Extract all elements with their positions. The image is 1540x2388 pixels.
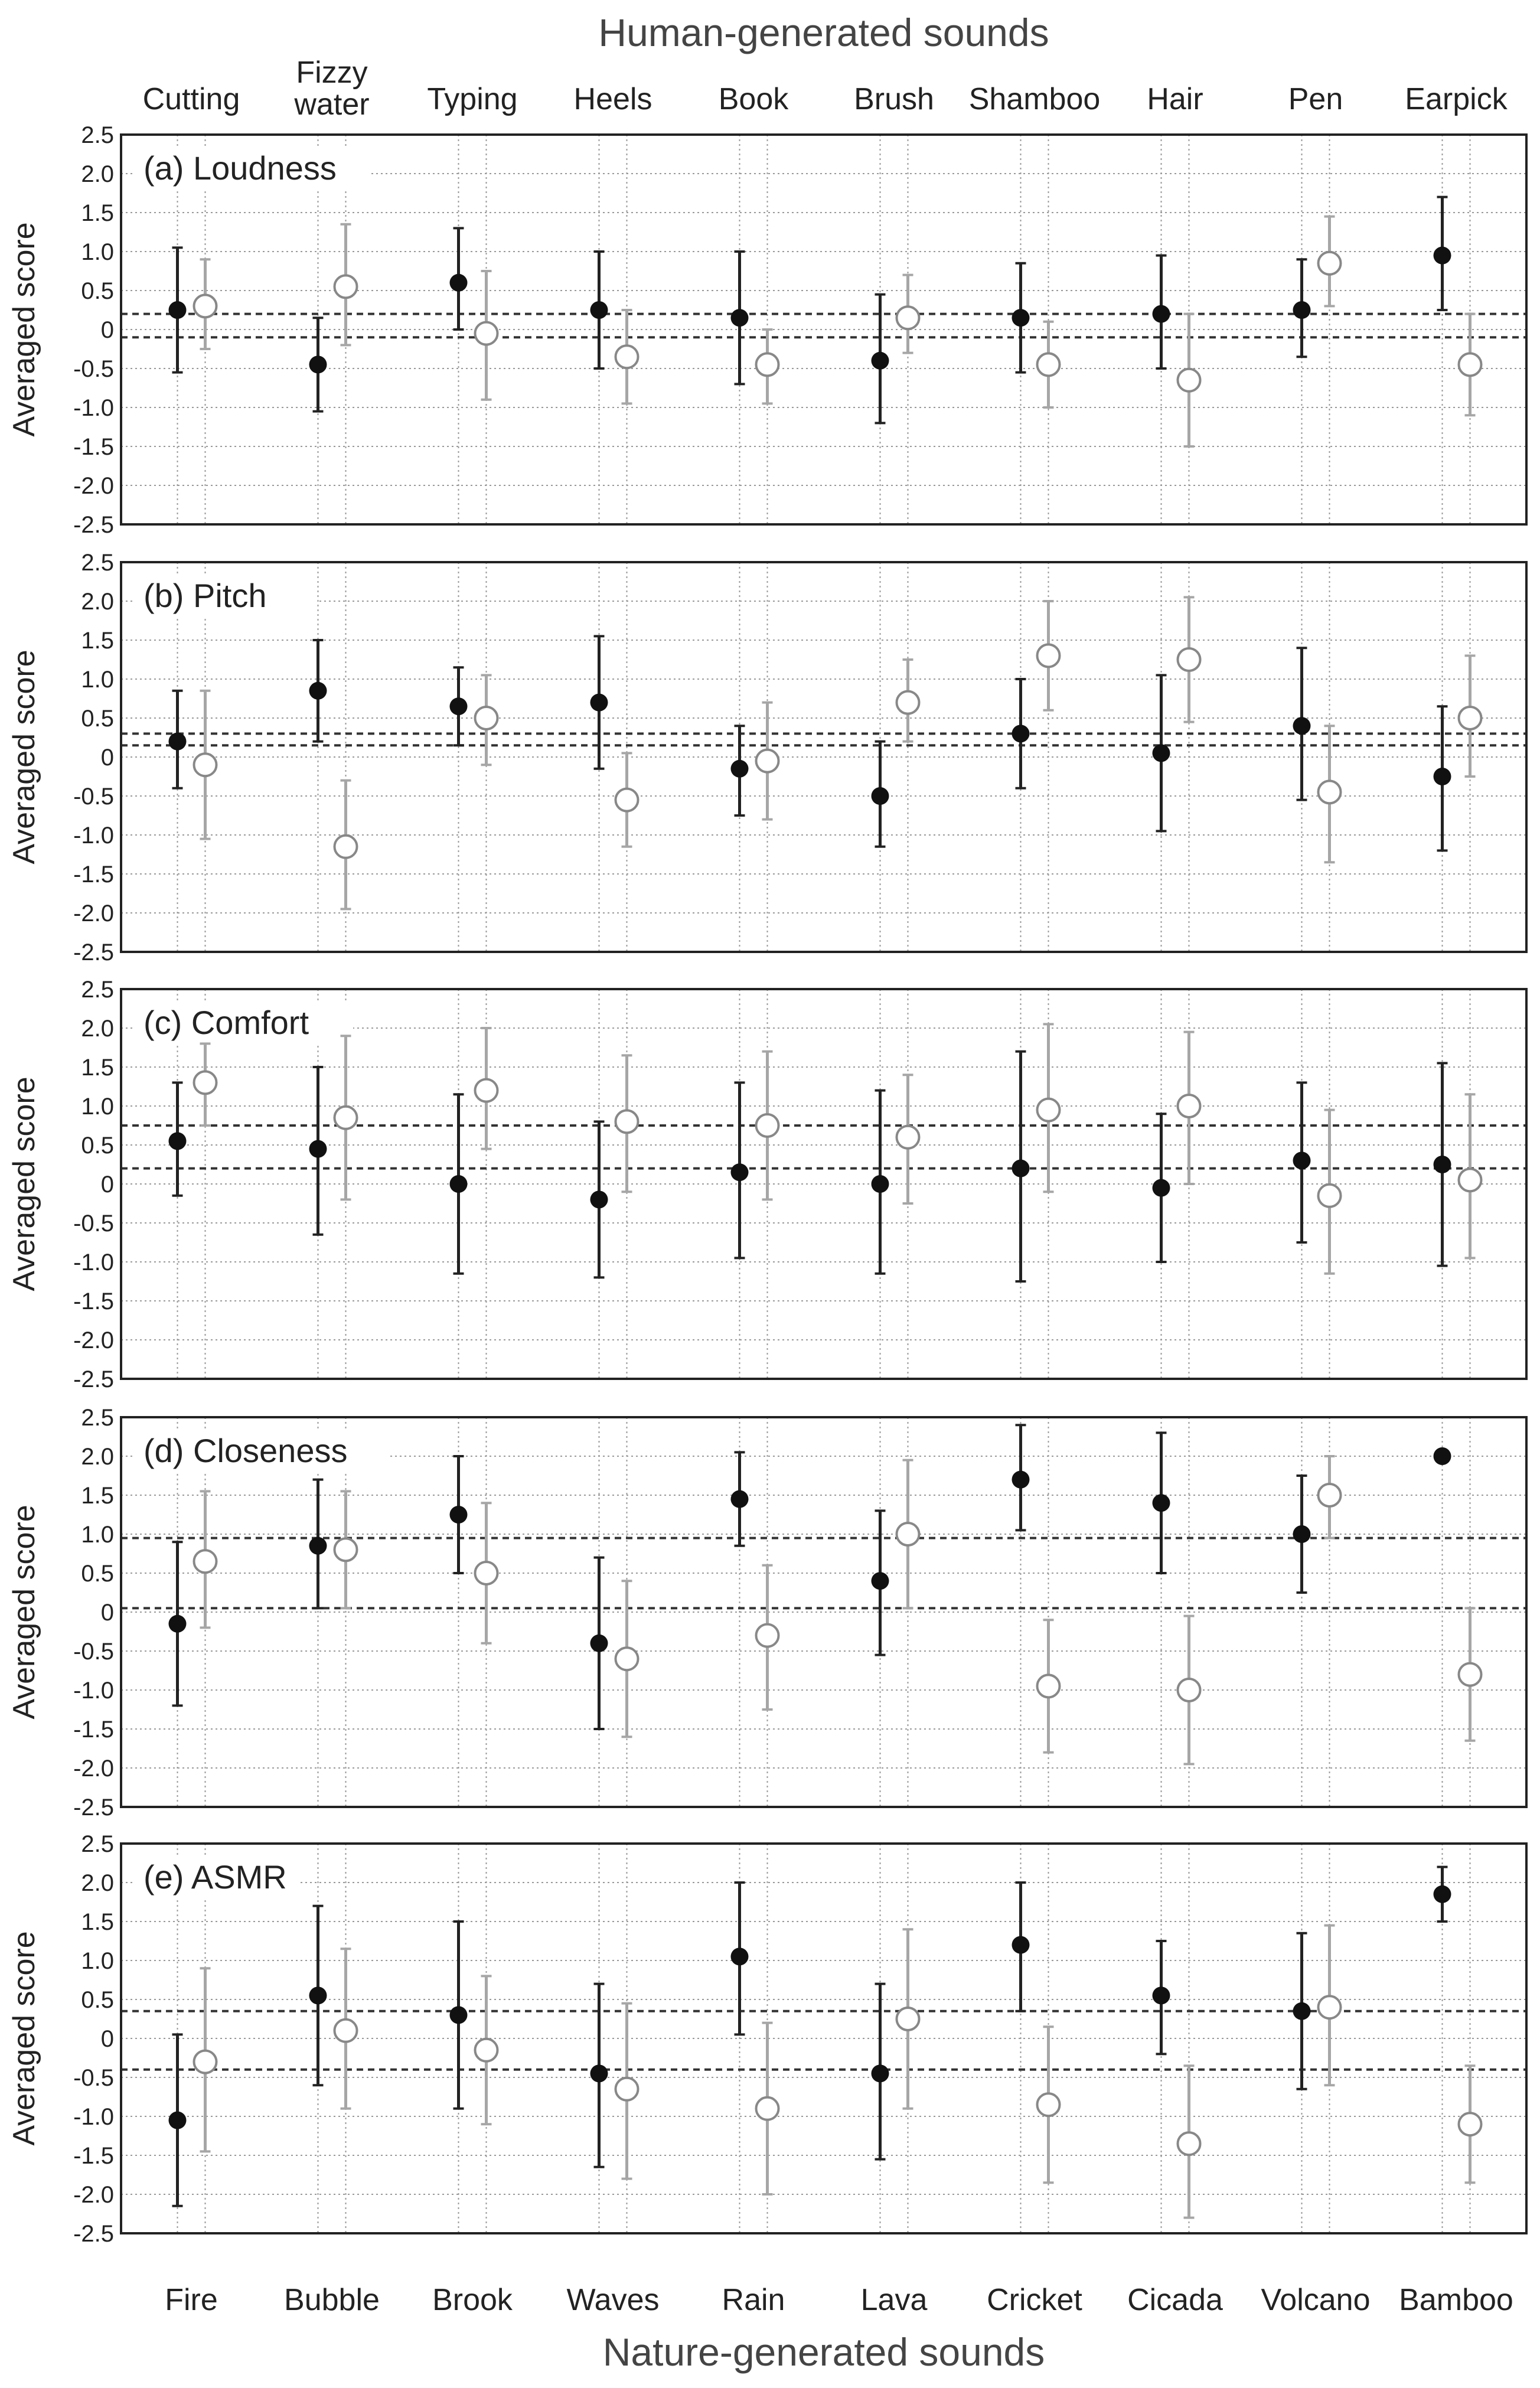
data-point-open — [897, 691, 919, 714]
y-tick-label: 1.0 — [81, 1094, 114, 1120]
data-point-filled — [872, 352, 889, 370]
human-sound-label: Book — [718, 82, 789, 116]
y-tick-label: 2.0 — [81, 1870, 114, 1896]
human-sound-label: Heels — [573, 82, 652, 116]
data-point-filled — [450, 1175, 468, 1193]
data-point-open — [897, 2008, 919, 2030]
data-point-open — [756, 353, 779, 376]
data-point-filled — [590, 301, 608, 319]
data-point-filled — [1434, 1447, 1451, 1465]
nature-sound-label: Waves — [566, 2283, 660, 2317]
data-point-filled — [1293, 301, 1311, 319]
data-point-open — [335, 275, 357, 298]
data-point-filled — [1434, 247, 1451, 265]
chart-panel — [7, 1405, 1526, 1821]
y-tick-label: 2.5 — [81, 122, 114, 148]
data-point-open — [1178, 648, 1200, 671]
data-point-open — [1459, 1169, 1482, 1191]
y-tick-label: -1.5 — [73, 862, 114, 888]
y-tick-label: 1.5 — [81, 1483, 114, 1509]
data-point-filled — [872, 1572, 889, 1590]
y-tick-label: 1.0 — [81, 667, 114, 693]
data-point-filled — [169, 301, 187, 319]
data-point-filled — [1293, 717, 1311, 735]
panel-frame — [121, 1417, 1526, 1807]
data-point-open — [897, 1126, 919, 1149]
data-point-filled — [309, 1537, 327, 1555]
y-tick-label: 0 — [100, 745, 114, 771]
y-tick-label: 0 — [100, 2026, 114, 2052]
y-tick-label: 0 — [100, 1172, 114, 1198]
human-sound-label: Earpick — [1405, 82, 1508, 116]
data-point-open — [1319, 781, 1341, 803]
y-tick-label: -0.5 — [73, 1639, 114, 1665]
data-point-open — [897, 306, 919, 329]
panel-frame — [121, 135, 1526, 524]
nature-sound-label: Fire — [165, 2283, 218, 2317]
y-tick-label: -1.5 — [73, 1717, 114, 1743]
data-point-filled — [872, 787, 889, 805]
y-tick-label: 1.5 — [81, 200, 114, 226]
data-point-open — [1037, 1675, 1060, 1697]
y-tick-label: -2.5 — [73, 1366, 114, 1392]
nature-sound-label: Lava — [860, 2283, 928, 2317]
panel-title: (b) Pitch — [143, 577, 267, 614]
data-point-filled — [872, 1175, 889, 1193]
data-point-open — [475, 707, 498, 729]
data-point-filled — [1153, 305, 1170, 323]
y-tick-label: 1.0 — [81, 1948, 114, 1974]
y-tick-label: 1.0 — [81, 1522, 114, 1548]
y-tick-label: 2.0 — [81, 161, 114, 187]
data-point-filled — [1153, 1494, 1170, 1512]
data-point-open — [897, 1523, 919, 1545]
grid-vertical — [178, 562, 1470, 952]
grid-horizontal — [121, 562, 1526, 952]
y-tick-label: 2.5 — [81, 977, 114, 1003]
data-point-filled — [309, 1140, 327, 1158]
series-open — [194, 1024, 1482, 1273]
data-point-filled — [1012, 725, 1030, 742]
series-open — [194, 597, 1482, 909]
y-tick-label: -0.5 — [73, 356, 114, 382]
data-point-open — [1037, 2093, 1060, 2116]
grid-vertical — [178, 989, 1470, 1379]
y-tick-label: -2.5 — [73, 2221, 114, 2247]
data-point-filled — [590, 1635, 608, 1652]
data-point-filled — [309, 682, 327, 700]
data-point-filled — [1434, 1156, 1451, 1173]
panel-frame — [121, 1844, 1526, 2233]
data-point-open — [1459, 2113, 1482, 2135]
human-sound-labels — [143, 56, 1508, 122]
chart-panel — [7, 977, 1526, 1392]
nature-sound-label: Cricket — [987, 2283, 1082, 2317]
y-tick-label: 1.5 — [81, 1055, 114, 1081]
data-point-filled — [731, 1947, 749, 1965]
y-tick-label: 0.5 — [81, 706, 114, 732]
data-point-open — [616, 345, 638, 368]
human-sound-label: Typing — [427, 82, 518, 116]
data-point-open — [335, 1538, 357, 1561]
data-point-filled — [731, 1490, 749, 1508]
data-point-filled — [872, 2064, 889, 2082]
y-tick-label: 2.5 — [81, 1831, 114, 1857]
data-point-open — [194, 753, 217, 776]
data-point-open — [194, 295, 217, 317]
y-tick-label: 2.0 — [81, 1444, 114, 1470]
y-tick-label: 1.5 — [81, 1909, 114, 1935]
y-tick-label: -2.0 — [73, 1756, 114, 1782]
data-point-open — [616, 2078, 638, 2100]
series-filled — [169, 197, 1451, 423]
data-point-open — [1037, 353, 1060, 376]
data-point-filled — [450, 1506, 468, 1524]
data-point-filled — [450, 697, 468, 715]
data-point-open — [1459, 353, 1482, 376]
human-sound-label: Cutting — [142, 82, 240, 116]
data-point-filled — [1293, 1151, 1311, 1169]
data-point-filled — [590, 2064, 608, 2082]
data-point-filled — [309, 355, 327, 373]
y-tick-label: -1.0 — [73, 395, 114, 421]
y-axis-label: Averaged score — [7, 650, 41, 864]
chart-panel — [7, 1831, 1526, 2247]
data-point-open — [1319, 1996, 1341, 2018]
y-tick-label: -2.0 — [73, 1327, 114, 1353]
y-tick-label: -2.5 — [73, 512, 114, 538]
panel-title: (c) Comfort — [143, 1004, 309, 1041]
grid-horizontal — [121, 135, 1526, 524]
data-point-filled — [731, 309, 749, 327]
grid-vertical — [178, 135, 1470, 524]
data-point-open — [1459, 707, 1482, 729]
y-axis-label: Averaged score — [7, 1505, 41, 1720]
data-point-filled — [169, 733, 187, 751]
y-tick-label: -1.0 — [73, 823, 114, 849]
data-point-open — [1037, 1099, 1060, 1121]
y-tick-label: 1.5 — [81, 628, 114, 654]
data-point-open — [756, 1624, 779, 1647]
y-axis-label: Averaged score — [7, 1076, 41, 1291]
human-sound-label: Brush — [854, 82, 934, 116]
y-tick-label: -1.0 — [73, 2104, 114, 2130]
data-point-open — [1178, 1679, 1200, 1701]
y-tick-label: -1.5 — [73, 1288, 114, 1314]
series-filled — [169, 636, 1451, 850]
data-point-open — [1459, 1663, 1482, 1686]
y-tick-label: -0.5 — [73, 2065, 114, 2091]
y-tick-label: 0.5 — [81, 1987, 114, 2013]
y-tick-label: -1.0 — [73, 1250, 114, 1275]
chart-panel — [7, 122, 1526, 538]
series-filled — [169, 1867, 1451, 2206]
data-point-filled — [1153, 1179, 1170, 1197]
y-tick-label: -1.5 — [73, 2143, 114, 2169]
grid-horizontal — [121, 989, 1526, 1379]
data-point-open — [475, 322, 498, 345]
grid-vertical — [178, 1417, 1470, 1807]
data-point-open — [194, 1071, 217, 1094]
data-point-open — [1319, 1185, 1341, 1207]
data-point-open — [335, 2020, 357, 2042]
data-point-open — [756, 2097, 779, 2120]
data-point-filled — [1012, 309, 1030, 327]
nature-sound-label: Rain — [722, 2283, 785, 2317]
y-tick-label: 2.5 — [81, 1405, 114, 1431]
data-point-open — [756, 1114, 779, 1137]
y-tick-label: -1.0 — [73, 1678, 114, 1704]
panel-title: (e) ASMR — [143, 1858, 287, 1896]
y-axis-label: Averaged score — [7, 1931, 41, 2146]
data-point-filled — [169, 2112, 187, 2129]
series-filled — [169, 1052, 1451, 1281]
grid-vertical — [178, 1844, 1470, 2233]
nature-sound-labels — [165, 2283, 1513, 2317]
y-tick-label: 0 — [100, 317, 114, 343]
panel-title: (d) Closeness — [143, 1432, 348, 1469]
panel-title: (a) Loudness — [143, 149, 337, 187]
data-point-open — [1037, 644, 1060, 667]
data-point-filled — [590, 1190, 608, 1208]
panel-frame — [121, 989, 1526, 1379]
data-point-open — [475, 2039, 498, 2061]
y-tick-label: -2.5 — [73, 1795, 114, 1821]
data-point-open — [616, 1648, 638, 1670]
series-open — [194, 1926, 1482, 2218]
nature-sound-label: Bubble — [284, 2283, 380, 2317]
data-point-open — [194, 2051, 217, 2073]
data-point-open — [1319, 252, 1341, 275]
data-point-filled — [590, 694, 608, 712]
data-point-filled — [1293, 2002, 1311, 2020]
data-point-open — [1319, 1484, 1341, 1506]
bottom-axis-title: Nature-generated sounds — [602, 2330, 1045, 2374]
top-axis-title: Human-generated sounds — [598, 11, 1049, 54]
data-point-filled — [731, 760, 749, 778]
data-point-open — [616, 1110, 638, 1133]
data-point-filled — [1012, 1160, 1030, 1177]
data-point-filled — [450, 274, 468, 292]
data-point-open — [194, 1550, 217, 1573]
data-point-open — [756, 750, 779, 772]
y-tick-label: 2.0 — [81, 1016, 114, 1042]
grid-horizontal — [121, 1844, 1526, 2233]
human-sound-label: Shamboo — [968, 82, 1101, 116]
data-point-filled — [1153, 1986, 1170, 2004]
series-open — [194, 1456, 1482, 1764]
data-point-open — [616, 789, 638, 811]
y-tick-label: -2.0 — [73, 473, 114, 499]
data-point-filled — [1434, 768, 1451, 785]
y-axis-label: Averaged score — [7, 222, 41, 437]
y-tick-label: 0.5 — [81, 1133, 114, 1159]
y-tick-label: 0 — [100, 1600, 114, 1626]
y-tick-label: -1.5 — [73, 434, 114, 460]
y-tick-label: 2.5 — [81, 550, 114, 576]
data-point-open — [335, 1107, 357, 1129]
data-point-filled — [309, 1986, 327, 2004]
data-point-open — [1178, 1095, 1200, 1117]
chart-panel — [7, 550, 1526, 965]
data-point-filled — [1012, 1471, 1030, 1489]
nature-sound-label: Brook — [432, 2283, 513, 2317]
data-point-filled — [1434, 1885, 1451, 1903]
data-point-filled — [731, 1163, 749, 1181]
y-tick-label: -2.0 — [73, 901, 114, 927]
data-point-open — [475, 1079, 498, 1102]
data-point-filled — [1012, 1936, 1030, 1954]
human-sound-label: Fizzy water — [294, 56, 370, 122]
data-point-open — [475, 1562, 498, 1584]
data-point-open — [335, 836, 357, 858]
y-tick-label: 0.5 — [81, 278, 114, 304]
y-tick-label: 0.5 — [81, 1561, 114, 1587]
y-tick-label: -2.0 — [73, 2182, 114, 2208]
human-sound-label: Pen — [1288, 82, 1343, 116]
y-tick-label: -0.5 — [73, 784, 114, 810]
data-point-filled — [169, 1132, 187, 1150]
panels — [7, 122, 1526, 2247]
data-point-filled — [1293, 1525, 1311, 1543]
data-point-filled — [169, 1615, 187, 1633]
panel-frame — [121, 562, 1526, 952]
nature-sound-label: Cicada — [1127, 2283, 1223, 2317]
data-point-filled — [450, 2006, 468, 2024]
y-tick-label: -0.5 — [73, 1211, 114, 1237]
data-point-filled — [1153, 744, 1170, 762]
y-tick-label: 2.0 — [81, 589, 114, 615]
grid-horizontal — [121, 1417, 1526, 1807]
nature-sound-label: Volcano — [1261, 2283, 1371, 2317]
data-point-open — [1178, 369, 1200, 392]
y-tick-label: 1.0 — [81, 239, 114, 265]
data-point-open — [1178, 2132, 1200, 2155]
y-tick-label: -2.5 — [73, 939, 114, 965]
nature-sound-label: Bamboo — [1399, 2283, 1513, 2317]
human-sound-label: Hair — [1147, 82, 1203, 116]
